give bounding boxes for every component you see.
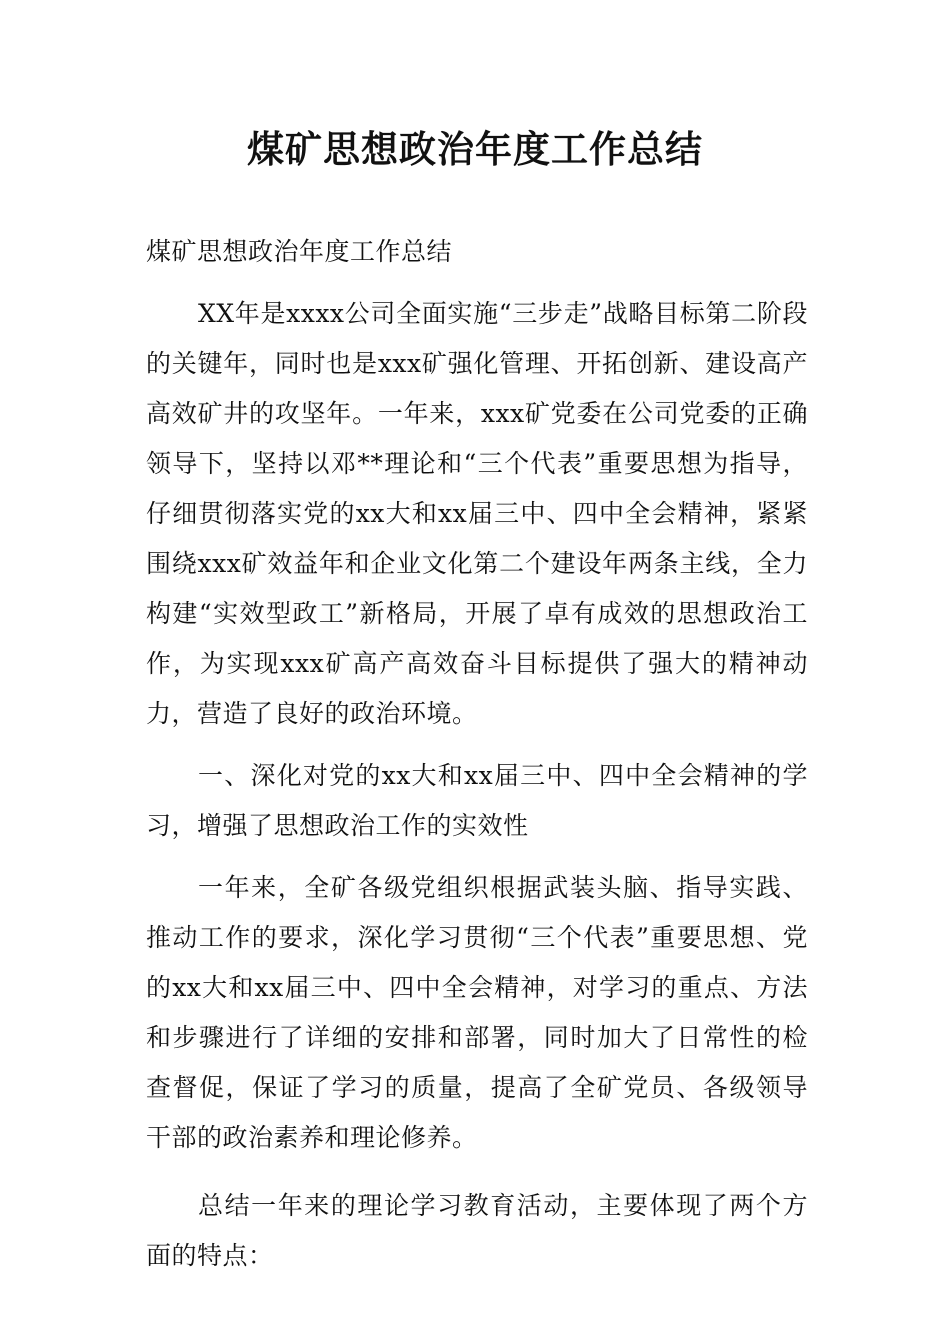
- document-subtitle: 煤矿思想政治年度工作总结: [146, 237, 453, 266]
- document-body: [146, 227, 808, 1281]
- paragraph-study: 一年来，全矿各级党组织根据武装头脑、指导实践、推动工作的要求，深化学习贯彻“三个代表”重要思想、党的xx大和xx届三中、四中全会精神，对学习的重点、方法和步骤进行了详细的安排和部署，同时加大了日常性的检查督促，保证了学习的质量，提高了全矿党员、各级领导干部的政治素养和理论修养。: [146, 873, 808, 1152]
- document-title: 煤矿思想政治年度工作总结: [247, 128, 703, 171]
- paragraph-summary: 总结一年来的理论学习教育活动，主要体现了两个方面的特点：: [146, 1191, 808, 1270]
- section-heading-1: 一、深化对党的xx大和xx届三中、四中全会精神的学习，增强了思想政治工作的实效性: [146, 761, 808, 840]
- paragraph-intro: XX年是xxxx公司全面实施“三步走”战略目标第二阶段的关键年，同时也是xxx矿强化管理、开拓创新、建设高产高效矿井的攻坚年。一年来，xxx矿党委在公司党委的正确领导下，坚持以邓**理论和“三个代表”重要思想为指导，仔细贯彻落实党的xx大和xx届三中、四中全会精神，紧紧围绕xxx矿效益年和企业文化第二个建设年两条主线，全力构建“实效型政工”新格局，开展了卓有成效的思想政治工作，为实现xxx矿高产高效奋斗目标提供了强大的精神动力，营造了良好的政治环境。: [146, 299, 808, 728]
